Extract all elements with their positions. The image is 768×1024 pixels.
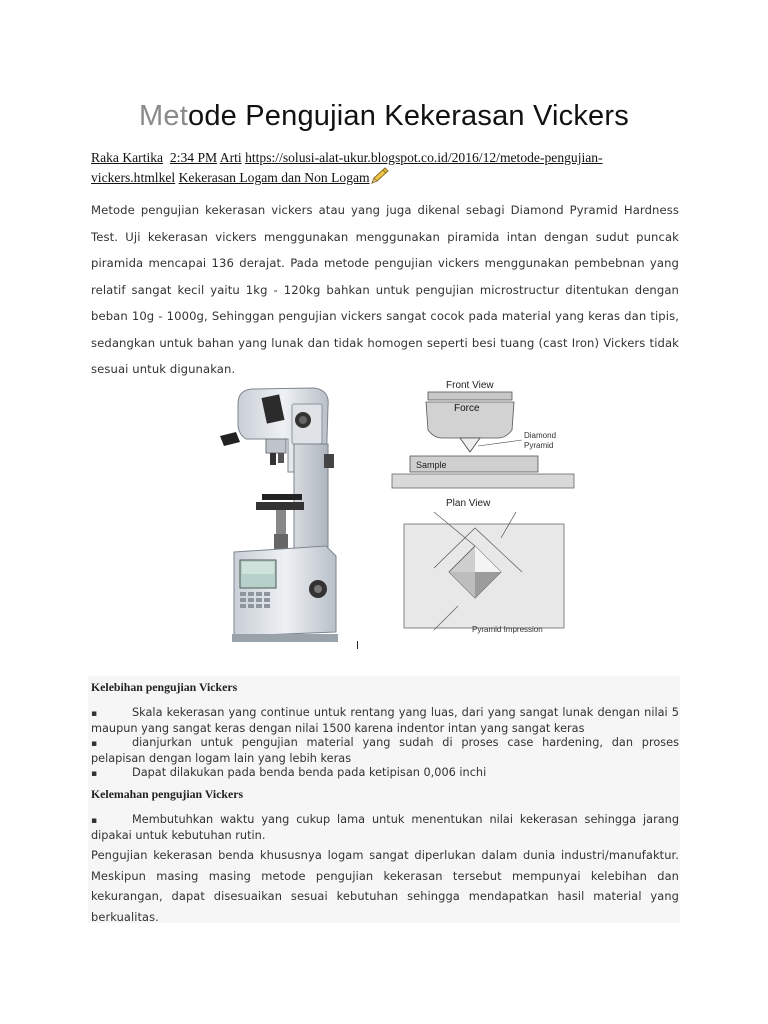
- kelemahan-heading: Kelemahan pengujian Vickers: [91, 787, 244, 801]
- pencil-icon[interactable]: [370, 167, 390, 190]
- diagram-sample-label: Sample: [416, 460, 447, 470]
- caret-mark: [357, 641, 358, 649]
- time-link[interactable]: 2:34 PM: [169, 150, 218, 165]
- kelebihan-item-2: [91, 736, 679, 766]
- diagram-front-view-label: Front View: [446, 380, 494, 391]
- kelebihan-item-3-text: Dapat dilakukan pada benda benda pada ketipisan 0,006 inchi: [132, 766, 487, 779]
- title-part2: ode Pengujian Kekerasan Vickers: [188, 100, 629, 132]
- bullet-icon: ▪: [91, 816, 98, 826]
- page-title: [0, 100, 768, 133]
- category-link[interactable]: Kekerasan Logam dan Non Logam: [178, 170, 370, 185]
- vickers-machine-image: [206, 384, 356, 648]
- author-link[interactable]: Raka Kartika: [91, 150, 164, 165]
- url-link[interactable]: https://solusi-alat-ukur.blogspot.co.id/2016/12/metode-pengujian-vickers.htmlkel: [91, 150, 603, 185]
- bullet-icon: ▪: [91, 769, 98, 779]
- diagram-impression-label: Pyramid Impression: [472, 625, 543, 634]
- kelebihan-item-3: [91, 766, 679, 782]
- bullet-icon: ▪: [91, 739, 98, 749]
- closing-paragraph: Pengujian kekerasan benda khususnya logam sangat diperlukan dalam dunia industri/manufaktur. Meskipun masing masing metode pengujian kekerasan tersebut mempunyai kelebihan dan kekurangan, dapat disesuaikan sesuai kebutuhan sehingga mendapatkan hasil material yang berkualitas.: [91, 848, 679, 924]
- kelemahan-item-1-text: Membutuhkan waktu yang cukup lama untuk menentukan nilai kekerasan sehingga jarang dipakai untuk kebutuhan rutin.: [91, 813, 679, 842]
- kelebihan-item-2-text: dianjurkan untuk pengujian material yang sudah di proses case hardening, dan proses pelapisan dengan logam lain yang lebih keras: [91, 736, 679, 765]
- kelebihan-heading: Kelebihan pengujian Vickers: [91, 680, 238, 694]
- diagram-plan-view-label: Plan View: [446, 498, 491, 509]
- intro-paragraph: Metode pengujian kekerasan vickers atau yang juga dikenal sebagi Diamond Pyramid Hardness Test. Uji kekerasan vickers menggunakan menggunakan piramida intan dengan sudut puncak piramida mencapai 136 derajat. Pada metode pengujian vickers menggunakan pembebnan yang relatif sangat kecil yaitu 1kg - 120kg bahkan untuk pengujian microstructur ditentukan dengan beban 10g - 1000g, Sehinggan pengujian vickers sangat cocok pada material yang keras dan tipis, sedangkan untuk bahan yang lunak dan tidak homogen seperti besi tuang (cast Iron) Vickers tidak sesuai untuk digunakan.: [91, 203, 679, 376]
- title-part1: Met: [139, 100, 188, 132]
- diagram-diamond-label: Diamond: [524, 431, 557, 440]
- diagram-force-label: Force: [454, 403, 480, 414]
- vickers-diagram: [388, 378, 580, 640]
- diagram-pyramid-label: Pyramid: [524, 441, 554, 450]
- kelemahan-item-1: [91, 813, 679, 843]
- label-link[interactable]: Arti: [219, 150, 242, 165]
- post-meta: [91, 148, 681, 190]
- bullet-icon: ▪: [91, 709, 98, 719]
- kelebihan-item-1-text: Skala kekerasan yang continue untuk rentang yang luas, dari yang sangat lunak dengan nilai 5 maupun yang sangat keras dengan nilai 1500 karena indentor intan yang sangat keras: [91, 706, 679, 735]
- kelebihan-item-1: [91, 706, 679, 736]
